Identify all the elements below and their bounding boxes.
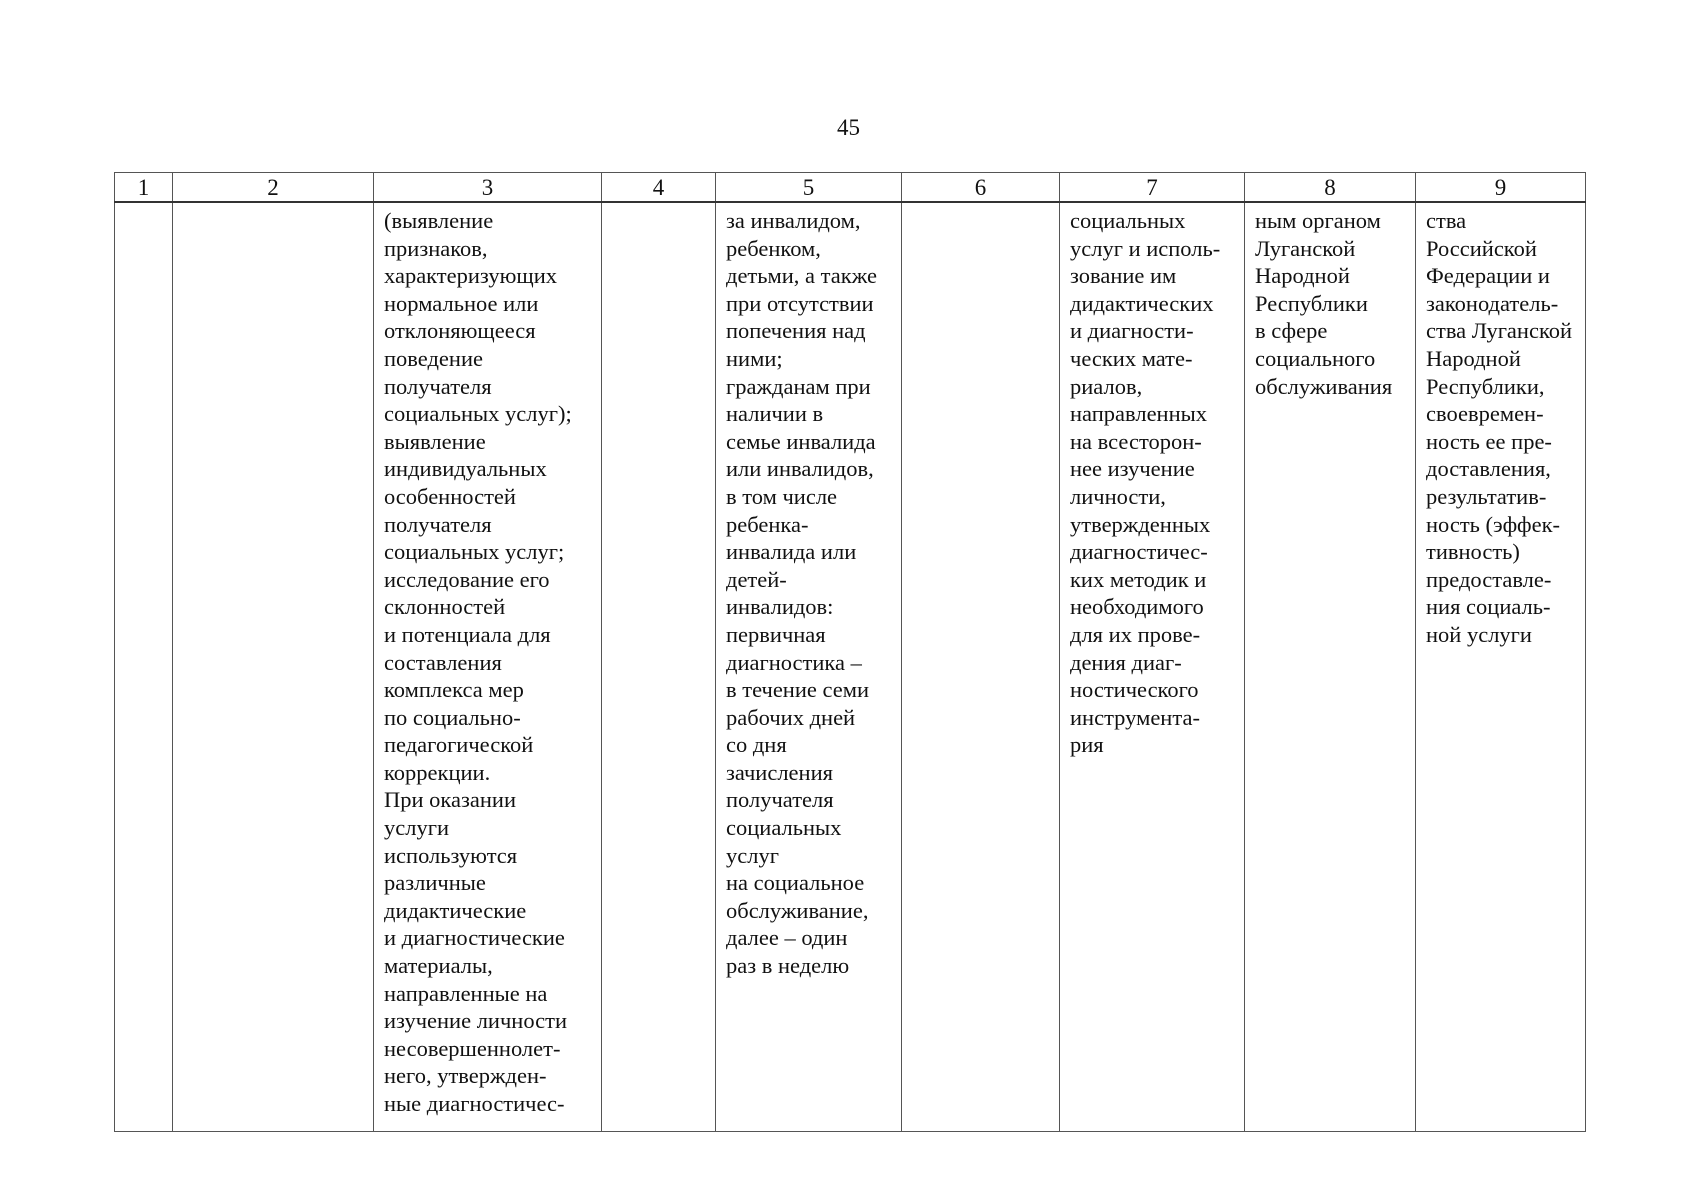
table-cell-col4 xyxy=(602,202,716,1132)
column-header: 8 xyxy=(1245,173,1416,203)
column-header: 2 xyxy=(173,173,374,203)
cell-text xyxy=(173,203,373,207)
column-header: 1 xyxy=(115,173,173,203)
column-header: 3 xyxy=(374,173,602,203)
cell-text: за инвалидом, ребенком, детьми, а также при отсутствии попечения над ними; гражданам при наличии в семье инвалида или инвалидов, в том числе ребенка- инвалида или детей- инвалидов: первичная диагностика – в течение семи рабочих дней со дня зачисления получателя социальных услуг на социальное обслуживание, далее – один раз в неделю xyxy=(726,208,877,979)
column-header: 9 xyxy=(1416,173,1586,203)
cell-text xyxy=(602,203,715,207)
column-header: 7 xyxy=(1060,173,1245,203)
table-cell-col2 xyxy=(173,202,374,1132)
table-row xyxy=(115,202,1586,1132)
table-cell-col3 xyxy=(374,202,602,1132)
table-cell-col9 xyxy=(1416,202,1586,1132)
page-number: 45 xyxy=(837,115,860,140)
table-header-row xyxy=(115,173,1586,203)
column-header: 6 xyxy=(902,173,1060,203)
column-header: 5 xyxy=(716,173,902,203)
table-cell-col6 xyxy=(902,202,1060,1132)
table-cell-col1 xyxy=(115,202,173,1132)
cell-text: ным органом Луганской Народной Республики в сфере социального обслуживания xyxy=(1255,208,1393,399)
cell-text: ства Российской Федерации и законодатель- ства Луганской Народной Республики, своевремен- ность ее пре- доставления, результатив- ность (эффек- тивность) предоставле- ния социаль- ной услуги xyxy=(1426,208,1573,647)
column-header: 4 xyxy=(602,173,716,203)
document-table xyxy=(114,172,1586,1132)
cell-text xyxy=(902,203,1059,207)
table-cell-col7 xyxy=(1060,202,1245,1132)
cell-text: (выявление признаков, характеризующих нормальное или отклоняющееся поведение получателя социальных услуг); выявление индивидуальных особенностей получателя социальных услуг; исследование его склонностей и потенциала для составления комплекса мер по социально- педагогической коррекции. При оказании услуги используются различные дидактические и диагностические материалы, направленные на изучение личности несовершеннолет- него, утвержден- ные диагностичес- xyxy=(384,208,572,1116)
cell-text xyxy=(115,203,172,207)
table-cell-col5 xyxy=(716,202,902,1132)
cell-text: социальных услуг и исполь- зование им дидактических и диагности- ческих мате- риалов, направленных на всесторон- нее изучение личности, утвержденных диагностичес- ких методик и необходимого для их прове- дения диаг- ностического инструмента- рия xyxy=(1070,208,1221,758)
table-cell-col8 xyxy=(1245,202,1416,1132)
